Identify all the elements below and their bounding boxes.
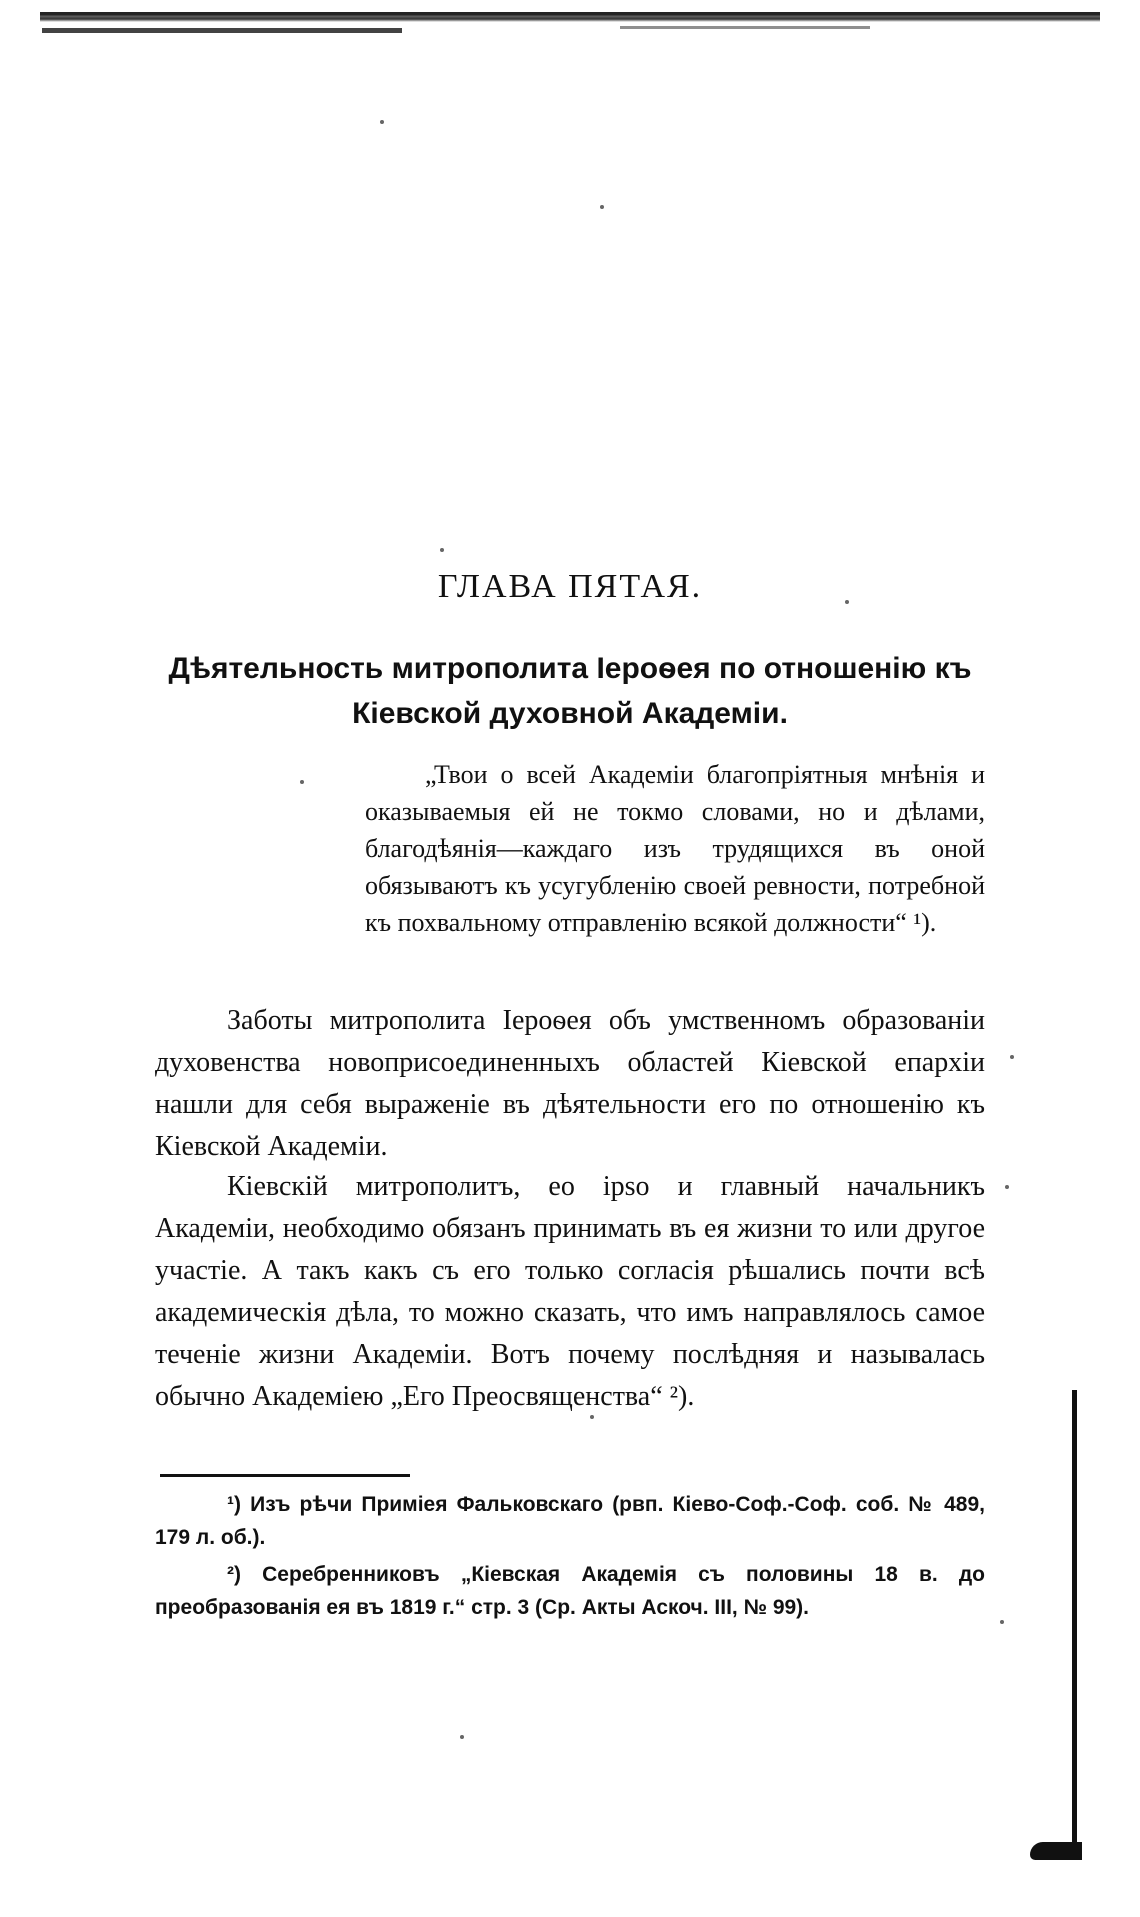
chapter-subtitle: Дѣятельность митрополита Іероѳея по отношенію къ Кіевской духовной Академіи. xyxy=(168,652,972,730)
footnotes xyxy=(155,1488,985,1628)
scan-edge-top-fragment xyxy=(42,28,402,33)
scan-speck xyxy=(600,205,604,209)
scan-speck xyxy=(1000,1620,1004,1624)
footnote-1: ¹) Изъ рѣчи Приміея Фальковскаго (рвп. Кіево-Соф.-Соф. соб. № 489, 179 л. об.). xyxy=(155,1493,985,1549)
scan-edge-right xyxy=(1072,1390,1077,1850)
footnote-2: ²) Серебренниковъ „Кіевская Академія съ половины 18 в. до преобразованія ея въ 1819 г.“ стр. 3 (Ср. Акты Аскоч. III, № 99). xyxy=(155,1563,985,1619)
scan-speck xyxy=(1010,1055,1014,1059)
scan-speck xyxy=(300,780,304,784)
scan-edge-corner xyxy=(1030,1842,1082,1860)
footnote-separator xyxy=(160,1474,410,1477)
scan-speck xyxy=(380,120,384,124)
scan-speck xyxy=(460,1735,464,1739)
chapter-title: ГЛАВА ПЯТАЯ. xyxy=(437,568,703,605)
scan-speck xyxy=(440,548,444,552)
scan-speck xyxy=(1005,1185,1009,1189)
epigraph: „Твои о всей Академіи благопріятныя мнѣнія и оказываемыя ей не токмо словами, но и дѣлами, благодѣянія—каждаго изъ трудящихся въ оной обязываютъ къ усугубленію своей ревности, потребной къ похвальному отправленію всякой должности“ ¹). xyxy=(365,760,985,937)
body-paragraph: Заботы митрополита Іероѳея объ умственномъ образованіи духовенства новоприсоединенныхъ областей Кіевской епархіи нашли для себя выраженіе въ дѣятельности его по отношенію къ Кіевской Академіи. xyxy=(155,1005,985,1162)
scan-edge-top xyxy=(40,12,1100,22)
scan-edge-top-fragment xyxy=(620,26,870,29)
body-paragraph: Кіевскій митрополитъ, eo ipso и главный начальникъ Академіи, необходимо обязанъ принимать въ ея жизни то или другое участіе. А такъ какъ съ его только согласія рѣшались почти всѣ академическія дѣла, то можно сказать, что имъ направлялось самое теченіе жизни Академіи. Вотъ почему послѣдняя и называлась обычно Академіею „Его Преосвященства“ ²). xyxy=(155,1171,985,1412)
